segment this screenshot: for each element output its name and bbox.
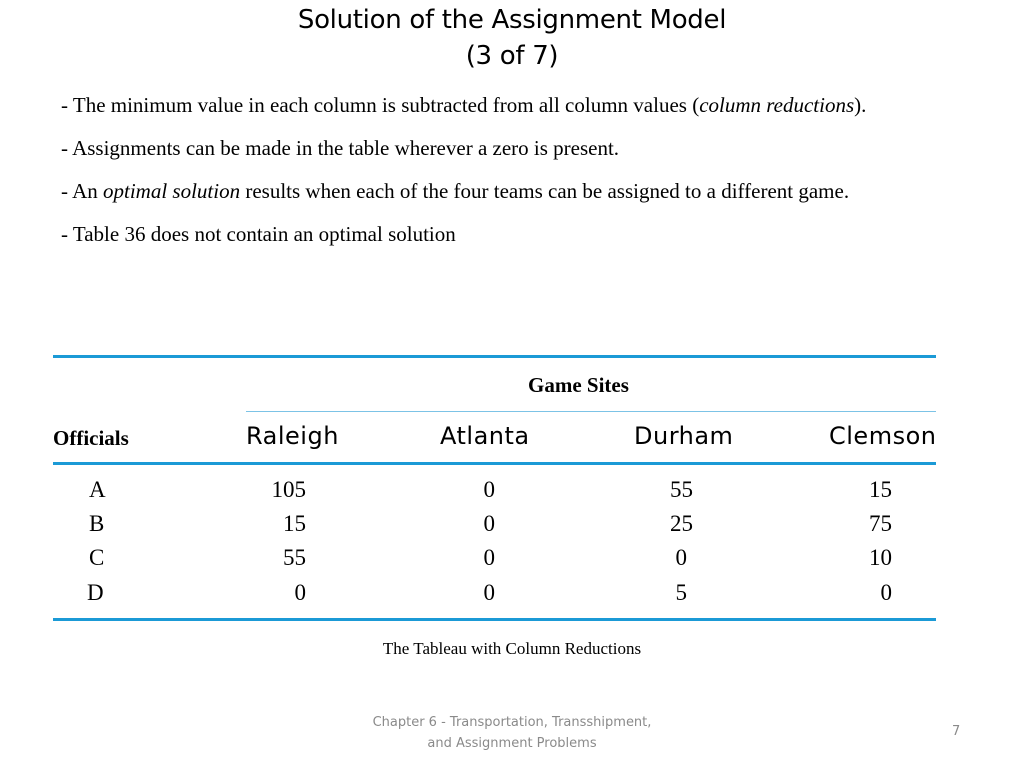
table-cell: 0 — [880, 580, 892, 605]
table-cell: 0 — [483, 477, 495, 502]
bullet-4 — [11, 219, 971, 250]
bullet-3-text: - An — [61, 179, 103, 203]
bullet-1-text-end: ). — [854, 93, 867, 117]
footer-line1: Chapter 6 - Transportation, Transshipment, — [372, 715, 652, 730]
bullet-2 — [11, 133, 971, 164]
table-cell: 15 — [283, 511, 306, 536]
bullet-3 — [11, 176, 971, 207]
table-cell: 0 — [483, 545, 495, 570]
table-cell: 0 — [675, 545, 687, 570]
bullet-3-text-end: results when each of the four teams can be assigned to a different game. — [240, 179, 850, 203]
table-caption: The Tableau with Column Reductions — [382, 639, 642, 658]
table-header-rule — [53, 462, 936, 465]
bullet-1 — [11, 90, 971, 121]
table-cell: 10 — [869, 545, 892, 570]
table-cell: 0 — [483, 580, 495, 605]
row-label: A — [89, 477, 106, 502]
col-header-raleigh: Raleigh — [246, 422, 339, 450]
table-cell: 105 — [271, 477, 306, 502]
table-group-rule — [246, 411, 936, 412]
slide-footer — [312, 712, 712, 754]
table-cell: 75 — [869, 511, 892, 536]
slide-title-line1: Solution of the Assignment Model — [297, 5, 727, 35]
col-header-atlanta: Atlanta — [440, 422, 530, 450]
col-header-clemson: Clemson — [829, 422, 937, 450]
col-header-durham: Durham — [634, 422, 734, 450]
bullet-2-text: - Assignments can be made in the table wherever a zero is present. — [61, 136, 620, 160]
slide-title — [0, 2, 1024, 74]
row-label: D — [87, 580, 104, 605]
table-cell: 15 — [869, 477, 892, 502]
table-bottom-rule — [53, 618, 936, 621]
row-label: C — [89, 545, 105, 570]
row-label: B — [89, 511, 105, 536]
table-cell: 0 — [294, 580, 306, 605]
table-top-rule — [53, 355, 936, 358]
footer-line2: and Assignment Problems — [427, 736, 597, 751]
table-group-header: Game Sites — [528, 373, 629, 397]
table-cell: 0 — [483, 511, 495, 536]
table-cell: 55 — [283, 545, 306, 570]
slide-body — [11, 90, 971, 262]
bullet-1-emphasis: column reductions — [699, 93, 855, 117]
table-cell: 55 — [670, 477, 693, 502]
slide-title-line2: (3 of 7) — [465, 41, 559, 71]
bullet-1-text: - The minimum value in each column is subtracted from all column values ( — [61, 93, 700, 117]
table-cell: 25 — [670, 511, 693, 536]
bullet-4-text: - Table 36 does not contain an optimal solution — [61, 222, 456, 246]
table-cell: 5 — [675, 580, 687, 605]
page-number: 7 — [952, 724, 961, 739]
table-row-header: Officials — [53, 426, 129, 450]
bullet-3-emphasis: optimal solution — [103, 179, 241, 203]
